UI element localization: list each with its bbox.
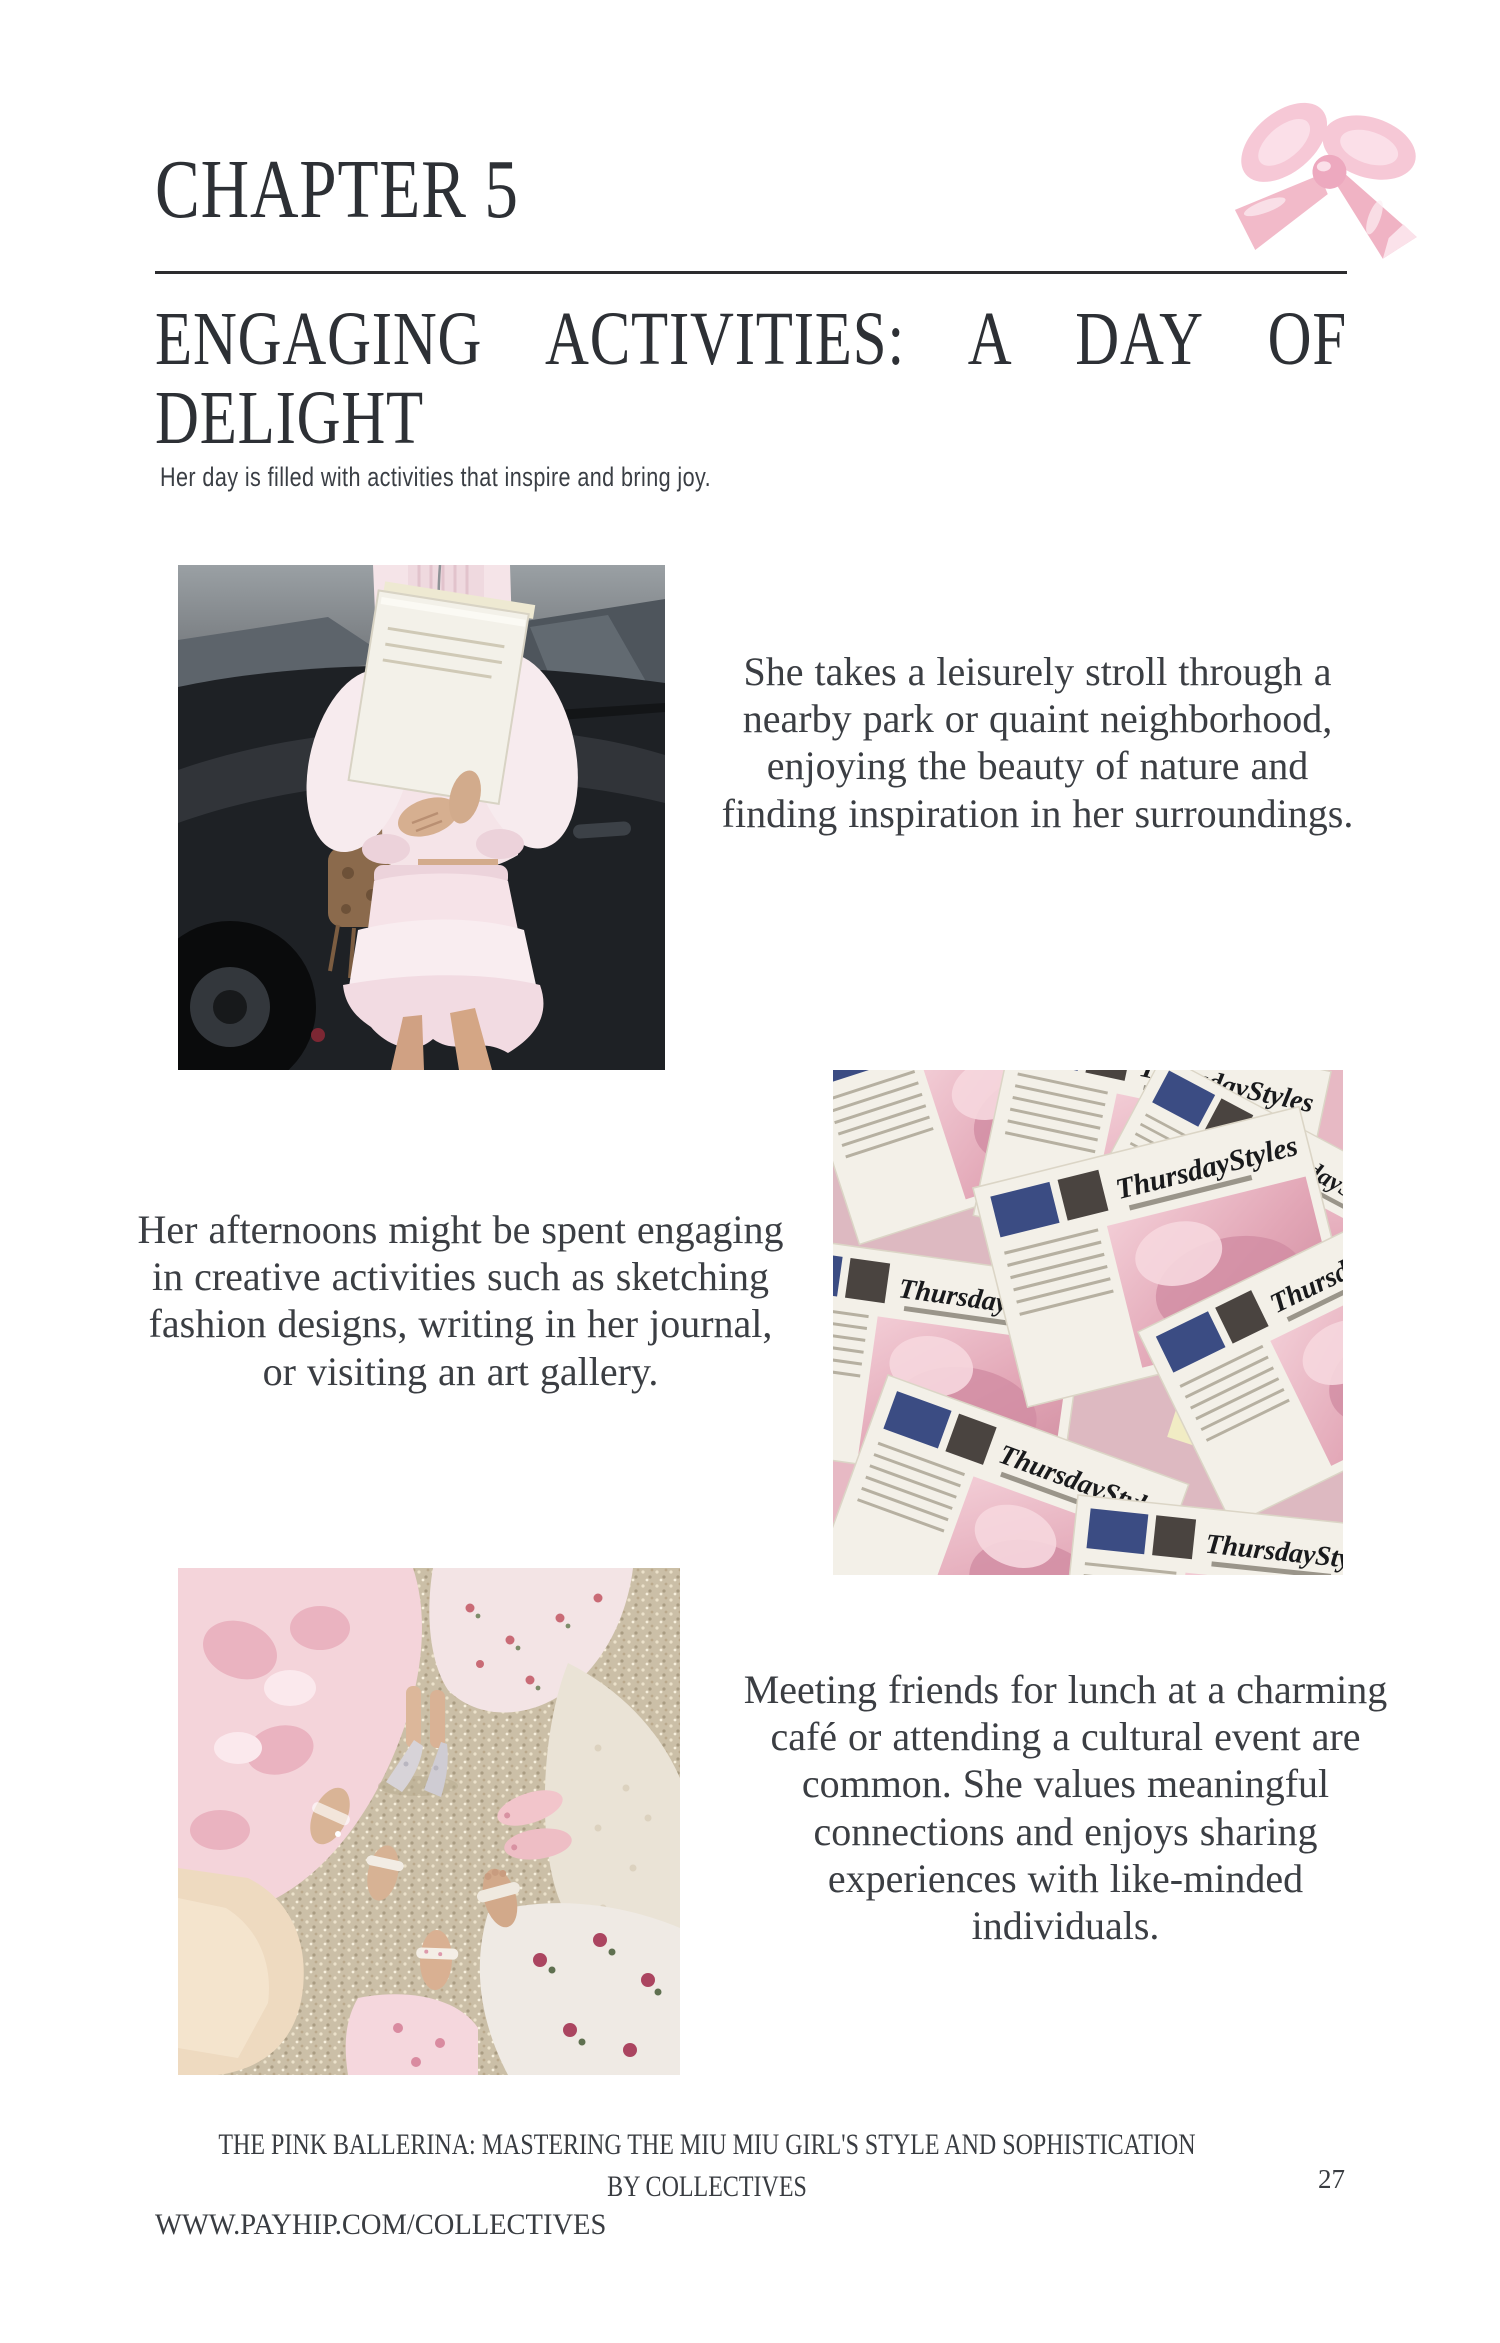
photo-woman-stroll-graphic xyxy=(178,565,665,1070)
footer-byline: BY COLLECTIVES xyxy=(607,2170,807,2203)
photo-friends-feet-graphic xyxy=(178,1568,680,2075)
chapter-divider-rule xyxy=(155,271,1347,274)
section-paragraph-afternoons: Her afternoons might be spent engaging in creative activities such as sketching fashion designs, writing in her journal, or visiting an art gallery. xyxy=(137,1207,784,1394)
pink-bow-icon xyxy=(1222,82,1434,272)
page-title: ENGAGING ACTIVITIES: A DAY OF DELIGHT xyxy=(155,297,1347,461)
page-subtitle: Her day is filled with activities that inspire and bring joy. xyxy=(160,462,712,492)
photo-woman-stroll xyxy=(178,565,665,1070)
section-paragraph-stroll: She takes a leisurely stroll through a nearby park or quaint neighborhood, enjoying the beauty of nature and finding inspiration in her surroundings. xyxy=(721,649,1354,836)
section-paragraph-friends: Meeting friends for lunch at a charming café or attending a cultural event are common. She values meaningful connections and enjoys sharing experiences with like-minded individuals. xyxy=(743,1667,1388,1948)
chapter-heading: CHAPTER 5 xyxy=(155,143,519,236)
pink-bow-graphic xyxy=(1222,82,1434,272)
footer-website: WWW.PAYHIP.COM/COLLECTIVES xyxy=(155,2208,607,2241)
photo-newspapers xyxy=(833,1070,1343,1575)
photo-friends-feet xyxy=(178,1568,680,2075)
page-number: 27 xyxy=(1318,2164,1345,2194)
footer xyxy=(141,2124,1272,2208)
photo-newspapers-graphic xyxy=(833,1070,1343,1575)
footer-book-title: THE PINK BALLERINA: MASTERING THE MIU MIU GIRL'S STYLE AND SOPHISTICATION xyxy=(218,2128,1196,2161)
